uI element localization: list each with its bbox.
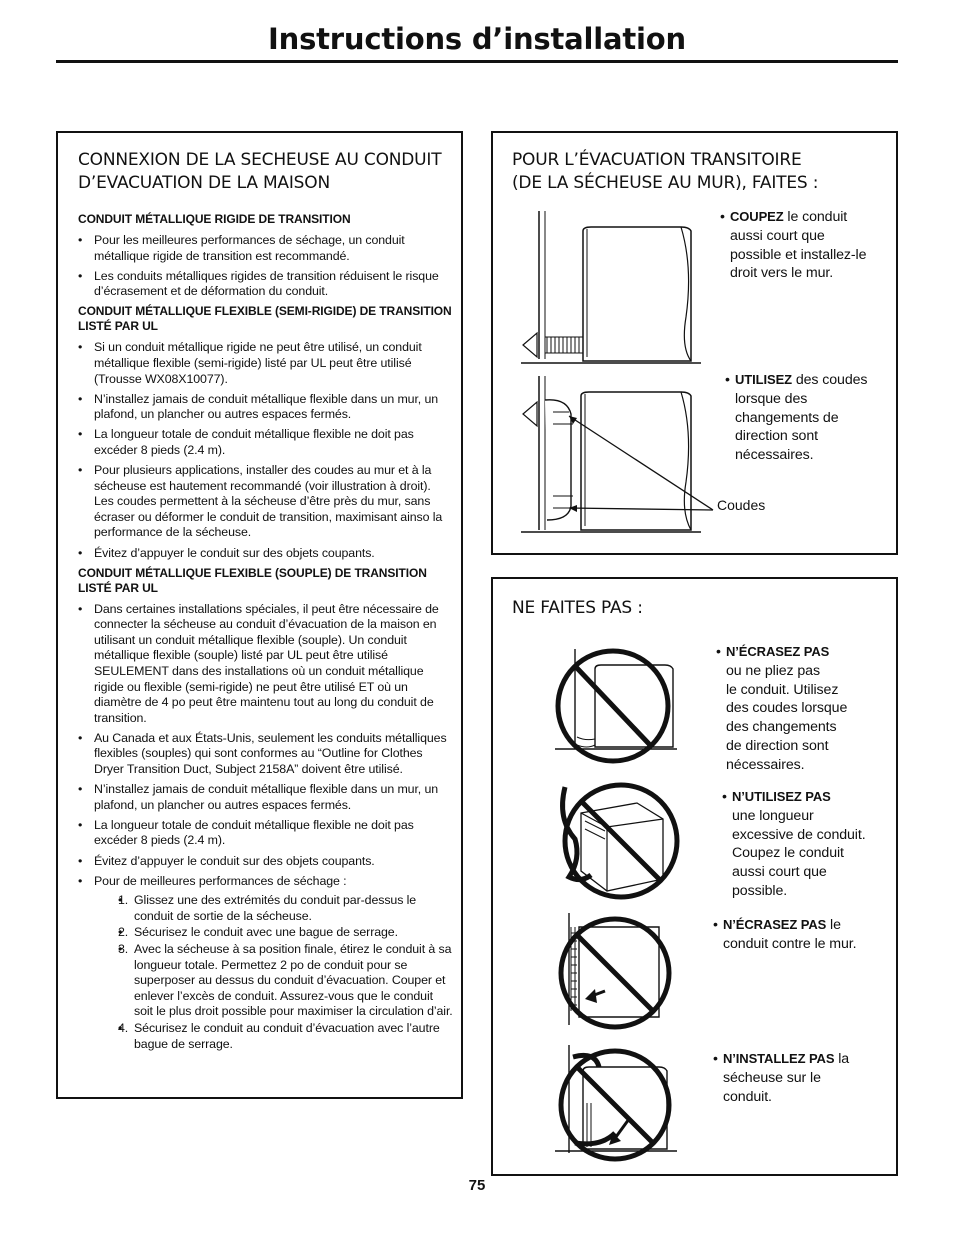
duct-against-wall-prohibited-icon xyxy=(555,913,685,1033)
caption-text: des coudes xyxy=(791,372,868,388)
caption-text: aussi court que xyxy=(730,227,825,244)
no-excess-bold: N’UTILISEZ PAS xyxy=(732,789,831,804)
foil-duct-list xyxy=(78,602,453,1053)
rigid-duct-list xyxy=(78,233,453,300)
list-item xyxy=(78,874,453,1053)
step-item xyxy=(118,925,453,941)
caption-text: possible. xyxy=(732,882,788,899)
caption-text: la xyxy=(834,1051,850,1067)
crushed-duct-prohibited-icon xyxy=(555,645,685,775)
caption-text: Coupez le conduit xyxy=(732,845,844,862)
step-item xyxy=(118,942,453,1020)
no-excess-caption: • N’UTILISEZ PAS une longueur excessive de conduit. Coupez le conduit aussi court que possible. xyxy=(722,789,866,899)
caption-text: aussi court que xyxy=(732,864,827,881)
step-item xyxy=(118,893,453,924)
title-rule xyxy=(56,60,898,63)
step-number: • 3. xyxy=(118,941,129,956)
caption-text: le xyxy=(826,917,841,933)
transition-heading-line2: (DE LA SÉCHEUSE AU MUR), FAITES : xyxy=(512,173,819,193)
caption-text: de direction sont xyxy=(726,737,829,754)
list-item: • Les conduits métalliques rigides de transition réduisent le risque d’écrasement et de déformation du conduit. xyxy=(78,269,453,300)
no-crush-caption: • N’ÉCRASEZ PAS ou ne pliez pas le conduit. Utilisez des coudes lorsque des changements de direction sont nécessaires. xyxy=(716,644,848,773)
caption-text: ou ne pliez pas xyxy=(726,662,820,679)
transition-duct-box xyxy=(491,131,898,555)
connection-heading-line2: D’EVACUATION DE LA MAISON xyxy=(78,173,330,193)
steps-list xyxy=(94,893,453,1052)
step-number: • 4. xyxy=(118,1020,129,1035)
page-title: Instructions d’installation xyxy=(268,22,686,56)
caption-text: changements de xyxy=(735,409,839,426)
no-crush-bold: N’ÉCRASEZ PAS xyxy=(726,644,830,659)
caption-text: des changements xyxy=(726,719,837,736)
page-number: 75 xyxy=(468,1177,486,1194)
no-crush-wall-caption: • N’ÉCRASEZ PAS le conduit contre le mur. xyxy=(713,917,857,952)
steps-intro: Pour de meilleures performances de séchage : xyxy=(94,873,347,888)
semi-rigid-duct-list xyxy=(78,340,453,561)
step-text: Avec la sécheuse à sa position finale, étirez le conduit à sa longueur totale. Permettez 2 po de conduit pour se superposer au dessus du conduit d’évacuation. Couper et enlever l’excès de conduit. Assurez-vous que le conduit soit le plus droit possible pour maximiser la circulation d’air. xyxy=(134,941,453,1019)
list-item: • La longueur totale de conduit métallique flexible ne doit pas excéder 8 pieds (2.4 m). xyxy=(78,427,453,458)
connection-instructions-box xyxy=(56,131,463,1099)
transition-heading xyxy=(512,149,818,195)
list-item: • N’installez jamais de conduit métallique flexible dans un mur, un plafond, un plancher ou autres espaces fermés. xyxy=(78,782,453,813)
step-text: Glissez une des extrémités du conduit par-dessus le conduit de sortie de la sécheuse. xyxy=(134,893,417,923)
caption-text: une longueur xyxy=(732,807,814,824)
connection-heading xyxy=(78,149,441,195)
step-text: Sécurisez le conduit au conduit d’évacuation avec l’autre bague de serrage. xyxy=(134,1020,440,1051)
step-item xyxy=(118,1021,453,1052)
elbows-label: Coudes xyxy=(717,497,766,513)
no-install-caption: • N’INSTALLEZ PAS la sécheuse sur le conduit. xyxy=(713,1051,850,1105)
list-item: • Dans certaines installations spéciales, il peut être nécessaire de connecter la sécheuse au conduit d’évacuation de la maison en utilisant un conduit métallique flexible (souple). Un conduit métallique flexible (souple) listé par UL peut être utilisé SEULEMENT dans des installations où un conduit métallique rigide ou flexible (semi-rigide) ne peut être utilisé ET où un diamètre de 4 po peut être maintenu tout au long du conduit de transition. xyxy=(78,602,453,727)
list-item: • Évitez d’appuyer le conduit sur des objets coupants. xyxy=(78,854,453,870)
list-item: • N’installez jamais de conduit métallique flexible dans un mur, un plafond, un plancher ou autres espaces fermés. xyxy=(78,392,453,423)
transition-heading-line1: POUR L’ÉVACUATION TRANSITOIRE xyxy=(512,150,802,170)
caption-text: direction sont xyxy=(735,428,818,445)
dryer-on-duct-prohibited-icon xyxy=(555,1043,685,1167)
caption-text: conduit. xyxy=(723,1088,772,1105)
caption-text: possible et installez-le xyxy=(730,246,867,263)
no-crush-wall-bold: N’ÉCRASEZ PAS xyxy=(723,917,827,932)
caption-text: droit vers le mur. xyxy=(730,265,834,282)
caption-text: excessive de conduit. xyxy=(732,826,866,843)
caption-text: lorsque des xyxy=(735,390,808,407)
do-not-heading: NE FAITES PAS : xyxy=(512,598,643,618)
list-item: • Au Canada et aux États-Unis, seulement les conduits métalliques flexibles (souples) qui sont conformes au “Outline for Clothes Dryer Transition Duct, Subject 2158A” doivent être utilisé. xyxy=(78,731,453,778)
list-item: • Si un conduit métallique rigide ne peut être utilisé, un conduit métallique flexible (semi-rigide) listé par UL peut être utilisé (Trousse WX08X10077). xyxy=(78,340,453,387)
long-duct-prohibited-icon xyxy=(551,779,681,904)
foil-duct-heading: CONDUIT MÉTALLIQUE FLEXIBLE (SOUPLE) DE TRANSITION LISTÉ PAR UL xyxy=(78,565,427,595)
list-item: • Évitez d’appuyer le conduit sur des objets coupants. xyxy=(78,546,453,562)
do-not-box xyxy=(491,577,898,1176)
caption-text: nécessaires. xyxy=(735,447,814,464)
caption-text: le conduit xyxy=(783,209,848,225)
step-number: • 1. xyxy=(118,893,129,908)
connection-content xyxy=(78,209,453,1057)
use-elbows-caption: • UTILISEZ des coudes lorsque des changements de direction sont nécessaires. xyxy=(725,372,868,464)
step-text: Sécurisez le conduit avec une bague de serrage. xyxy=(134,925,398,940)
caption-text: le conduit. Utilisez xyxy=(726,681,839,698)
list-item: • Pour plusieurs applications, installer des coudes au mur et à la sécheuse est hautement recommandé (voir illustration à droit). Les coudes permettent à la sécheuse d’être près du mur, sans écraser ou déformer le conduit de transition, maximisant ainso la performance de la sécheuse. xyxy=(78,463,453,541)
semi-rigid-duct-heading: CONDUIT MÉTALLIQUE FLEXIBLE (SEMI-RIGIDE) DE TRANSITION LISTÉ PAR UL xyxy=(78,304,452,334)
caption-text: des coudes lorsque xyxy=(726,700,848,717)
no-install-bold: N’INSTALLEZ PAS xyxy=(723,1051,835,1066)
caption-text: nécessaires. xyxy=(726,756,805,773)
step-number: • 2. xyxy=(118,925,129,940)
use-elbows-bold: UTILISEZ xyxy=(735,372,792,387)
caption-text: sécheuse sur le xyxy=(723,1069,821,1086)
list-item: • La longueur totale de conduit métallique flexible ne doit pas excéder 8 pieds (2.4 m). xyxy=(78,818,453,849)
cut-duct-bold: COUPEZ xyxy=(730,209,784,224)
elbows-illustration xyxy=(521,376,701,536)
cut-duct-caption: • COUPEZ le conduit aussi court que possible et installez-le droit vers le mur. xyxy=(720,209,867,282)
rigid-duct-heading: CONDUIT MÉTALLIQUE RIGIDE DE TRANSITION xyxy=(78,212,351,226)
list-item: • Pour les meilleures performances de séchage, un conduit métallique rigide de transition est recommandé. xyxy=(78,233,453,264)
connection-heading-line1: CONNEXION DE LA SECHEUSE AU CONDUIT xyxy=(78,150,442,170)
caption-text: conduit contre le mur. xyxy=(723,935,857,952)
short-duct-illustration xyxy=(521,207,701,367)
